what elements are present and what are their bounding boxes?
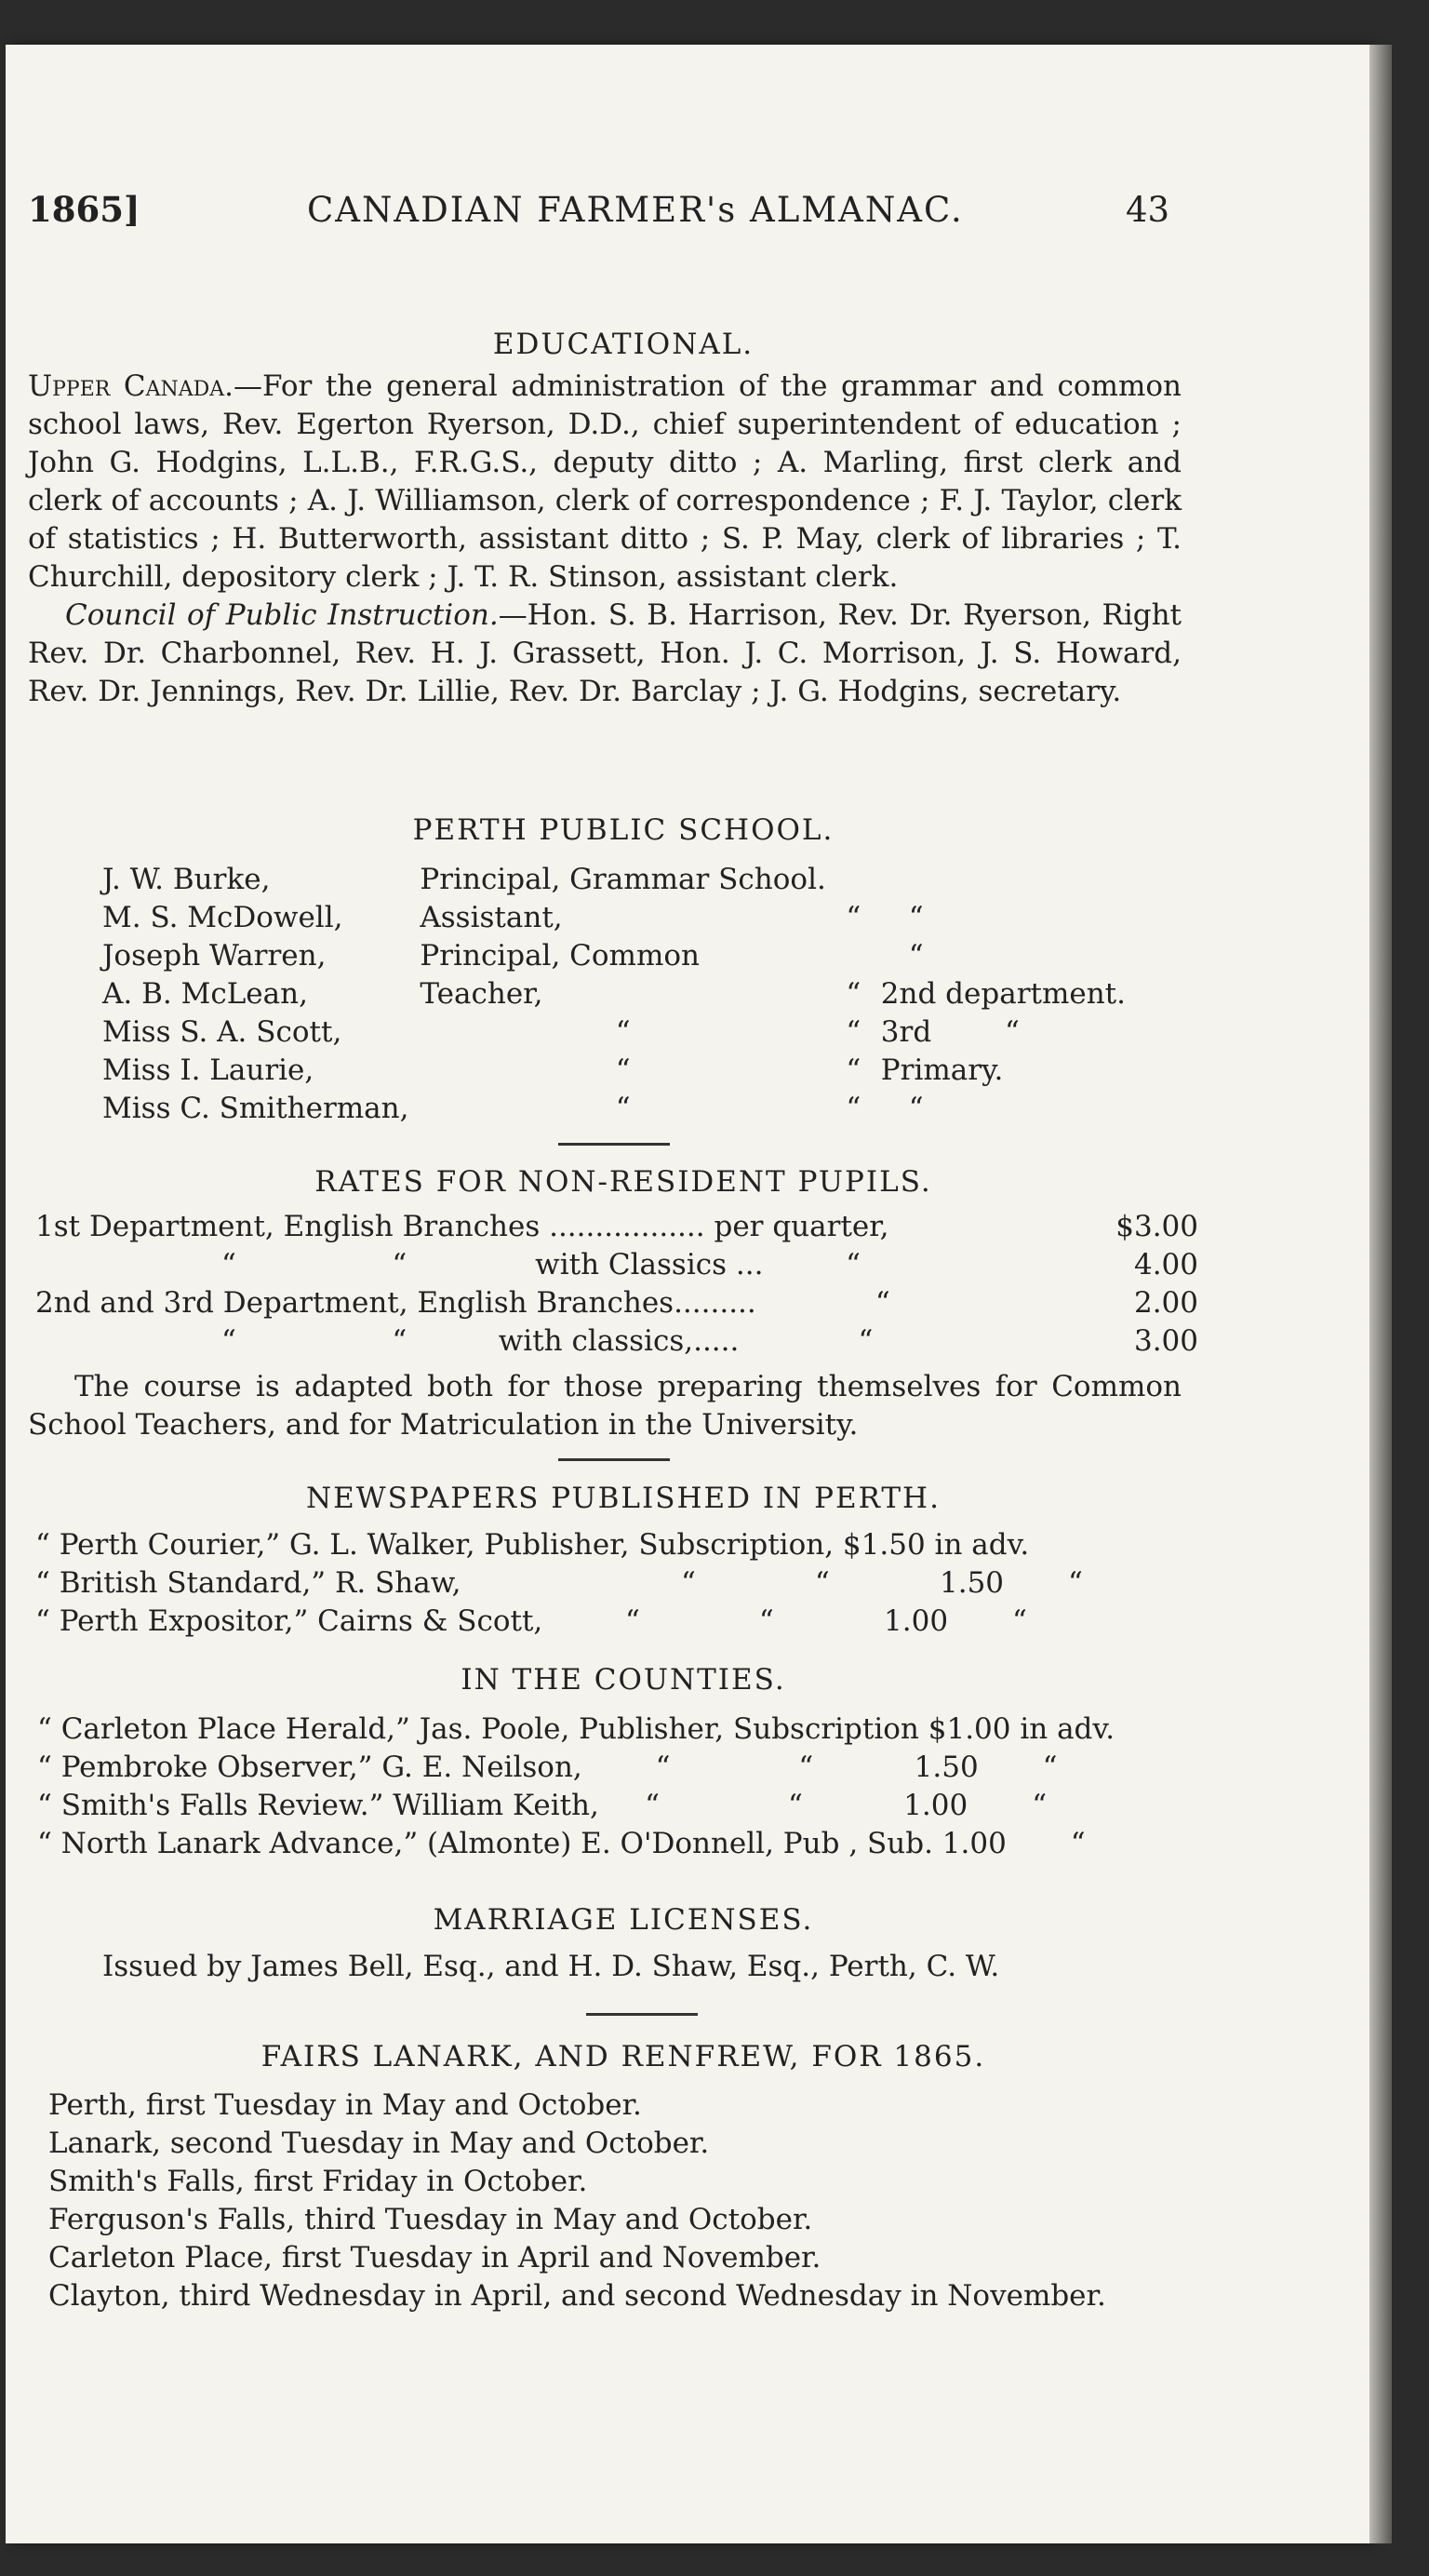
rate-price: 4.00 [1133,1248,1198,1281]
staff-role: “ [615,1053,631,1087]
table-row [35,1246,1198,1284]
list-item: Clayton, third Wednesday in April, and second Wednesday in November. [48,2279,1106,2313]
section-divider [558,1143,670,1146]
staff-dept: 2nd department. [880,977,1126,1011]
staff-name: Miss C. Smitherman, [102,1092,409,1125]
marriage-title: MARRIAGE LICENSES. [433,1903,814,1937]
council-paragraph [28,597,1182,711]
table-row [35,1284,1198,1322]
staff-dept: 3rd “ [880,1015,1020,1049]
list-item: “ British Standard,” R. Shaw, “ “ 1.50 “ [35,1566,1083,1600]
staff-dept [881,861,1126,899]
upper-canada-paragraph [28,368,1182,597]
section-divider [586,2013,698,2016]
staff-role: Principal, Common [420,939,700,973]
staff-name: Miss S. A. Scott, [102,1015,342,1049]
staff-ditto: “ [846,901,861,934]
list-item: Smith's Falls, first Friday in October. [48,2165,588,2198]
table-row [102,861,1126,899]
table-row [102,975,1126,1013]
rates-table [35,1208,1198,1361]
staff-role: Principal, Grammar School. [420,863,826,896]
fairs-title: FAIRS LANARK, AND RENFREW, FOR 1865. [260,2040,986,2073]
section-divider [558,1458,670,1461]
rate-price: 2.00 [1133,1286,1198,1320]
staff-dept: Primary. [880,1053,1004,1087]
list-item: “ Smith's Falls Review.” William Keith, “ “ 1.00 “ [37,1789,1048,1822]
rates-note: The course is adapted both for those preparing themselves for Common School Teachers, and for Matriculation in the University. [28,1370,1182,1442]
rate-label: “ “ with classics,..... “ [221,1324,874,1358]
list-item: Carleton Place, first Tuesday in April and November. [48,2241,821,2274]
table-row [35,1208,1198,1246]
upper-canada-lead: Upper Canada. [28,369,234,403]
staff-role: Assistant, [420,901,563,934]
list-item: “ Pembroke Observer,” G. E. Neilson, “ “ 1.50 “ [37,1751,1058,1784]
staff-ditto [826,937,881,975]
header-title: CANADIAN FARMER's ALMANAC. [307,190,964,230]
rate-label: 1st Department, English Branches ................. per quarter, [35,1210,889,1243]
staff-ditto: “ [846,977,861,1011]
table-row [102,1090,1126,1128]
table-row [102,1013,1126,1052]
rate-label: “ “ with Classics ... “ [221,1248,861,1281]
newspapers-list [35,1526,1189,1641]
list-item: “ Perth Courier,” G. L. Walker, Publisher, Subscription, $1.50 in adv. [35,1528,1030,1562]
staff-ditto: “ [846,1092,861,1125]
staff-name: M. S. McDowell, [102,901,343,934]
counties-title: IN THE COUNTIES. [461,1663,786,1697]
table-row [102,937,1126,975]
marriage-text: Issued by James Bell, Esq., and H. D. Shaw, Esq., Perth, C. W. [102,1950,1000,1983]
rate-price: $3.00 [1115,1210,1198,1243]
list-item: Ferguson's Falls, third Tuesday in May and October. [48,2203,813,2236]
staff-ditto [826,861,881,899]
list-item: Perth, first Tuesday in May and October. [48,2088,642,2122]
list-item: “ Carleton Place Herald,” Jas. Poole, Publisher, Subscription $1.00 in adv. [37,1712,1115,1746]
council-text: —Hon. S. B. Harrison, Rev. Dr. Ryerson, Right Rev. Dr. Charbonnel, Rev. H. J. Grassett, Hon. J. C. Morrison, J. S. Howard, Rev. Dr. Jennings, Rev. Dr. Lillie, Rev. Dr. Barclay ; J. G. Hodgins, secretary. [28,598,1182,708]
counties-list [37,1711,1191,1863]
rate-price: 3.00 [1133,1324,1198,1358]
staff-name: J. W. Burke, [102,863,271,896]
table-row [35,1322,1198,1361]
staff-ditto: “ [846,1015,861,1049]
table-row [102,899,1126,937]
header-year: 1865] [28,189,140,230]
educational-body [28,368,1182,711]
newspapers-title: NEWSPAPERS PUBLISHED IN PERTH. [306,1482,941,1515]
staff-role: Teacher, [420,977,543,1011]
staff-table [102,861,1126,1128]
rates-title: RATES FOR NON-RESIDENT PUPILS. [314,1165,932,1199]
staff-name: A. B. McLean, [102,977,308,1011]
fairs-list [48,2086,1202,2315]
staff-dept: “ [908,939,924,973]
running-header [28,191,1182,247]
staff-ditto: “ [846,1053,861,1087]
staff-dept: “ [908,901,924,934]
page-number: 43 [1126,190,1170,230]
staff-role: “ [615,1015,631,1049]
perth-school-title: PERTH PUBLIC SCHOOL. [412,813,835,847]
upper-canada-text: —For the general administration of the grammar and common school laws, Rev. Egerton Ryerson, D.D., chief superintendent of education ; John G. Hodgins, L.L.B., F.R.G.S., deputy ditto ; A. Marling, first clerk and clerk of accounts ; A. J. Williamson, clerk of correspondence ; F. J. Taylor, clerk of statistics ; H. Butterworth, assistant ditto ; S. P. May, clerk of libraries ; T. Churchill, depository clerk ; J. T. R. Stinson, assistant clerk. [28,369,1182,594]
staff-name: Joseph Warren, [102,939,327,973]
council-lead: Council of Public Instruction. [65,598,499,632]
list-item: “ North Lanark Advance,” (Almonte) E. O'Donnell, Pub , Sub. 1.00 “ [37,1827,1086,1860]
list-item: Lanark, second Tuesday in May and October. [48,2127,710,2160]
staff-role: “ [615,1092,631,1125]
list-item: “ Perth Expositor,” Cairns & Scott, “ “ 1.00 “ [35,1604,1027,1638]
educational-title: EDUCATIONAL. [492,328,755,361]
rate-label: 2nd and 3rd Department, English Branches......... “ [35,1286,890,1320]
table-row [102,1052,1126,1090]
staff-dept: “ [908,1092,924,1125]
staff-name: Miss I. Laurie, [102,1053,314,1087]
page-edge [1369,45,1392,2543]
